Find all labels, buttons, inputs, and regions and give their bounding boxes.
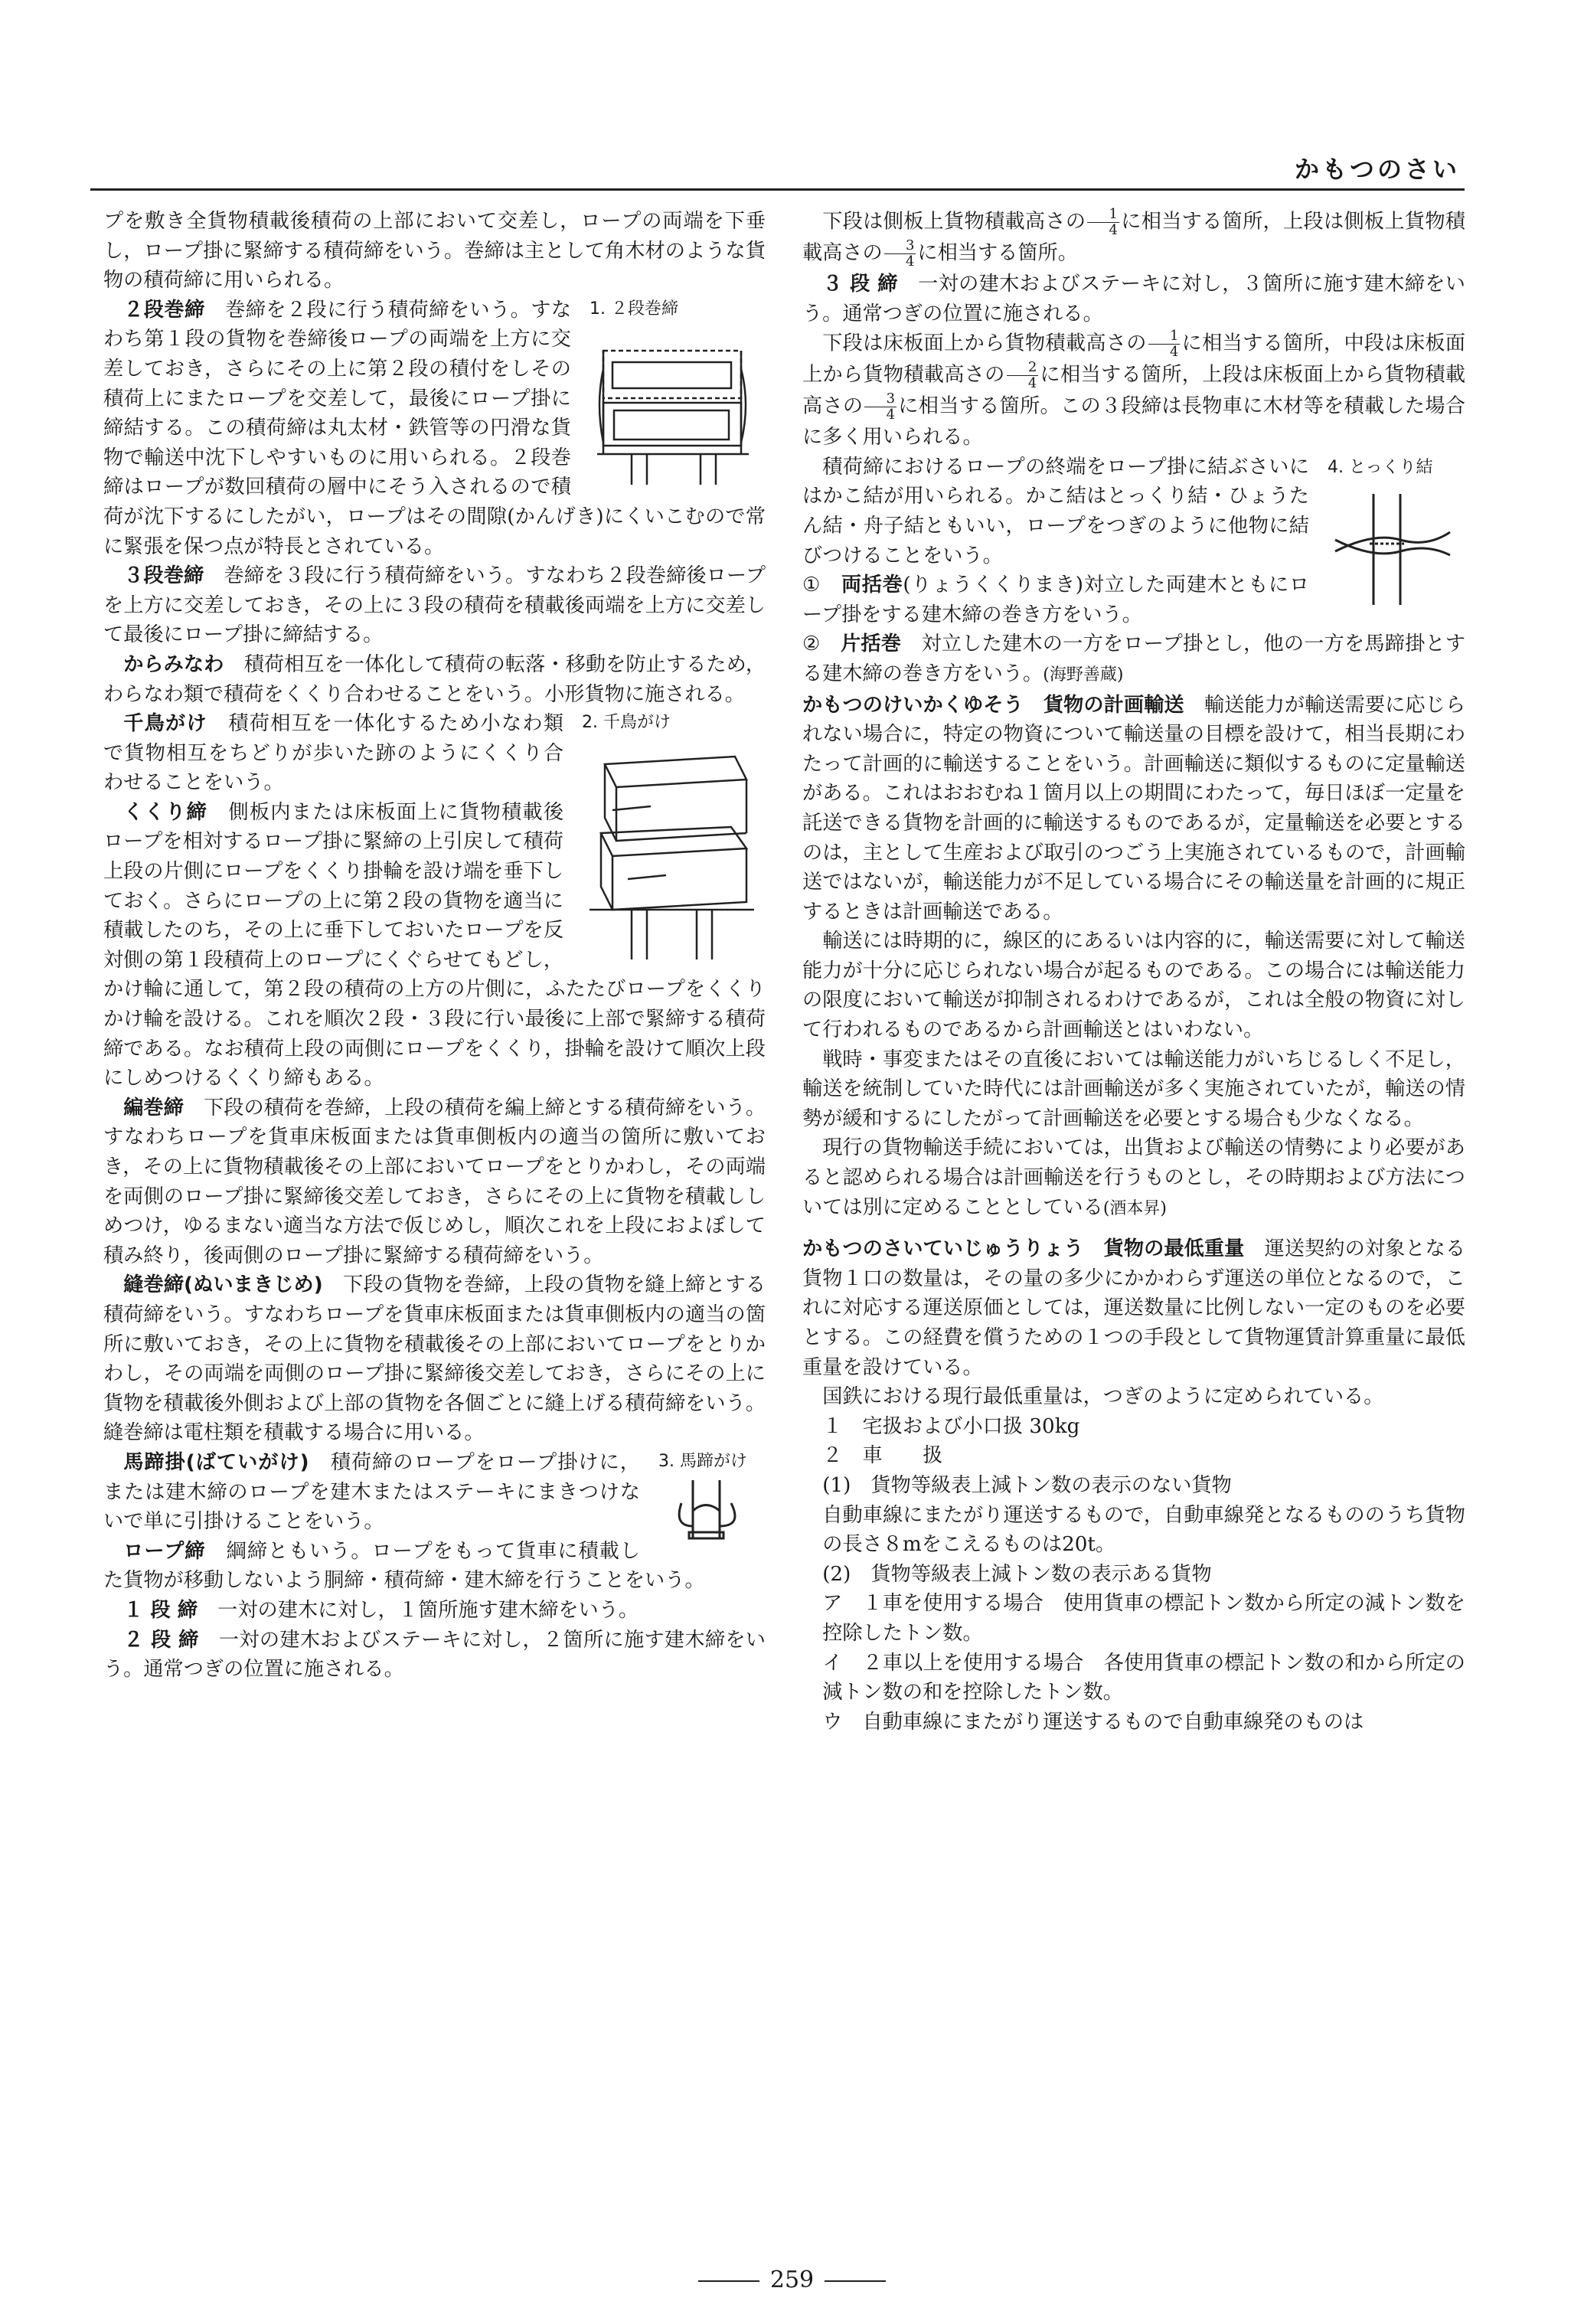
right-column <box>802 207 1465 1737</box>
entry-title: 貨物の最低重量 <box>1103 1237 1245 1261</box>
list-item: イ ２車以上を使用する場合 各使用貨車の標記トン数の和から所定の減トン数の和を控除したトン数。 <box>822 1651 1465 1705</box>
paragraph: ２ 段 締 一対の建木およびステーキに対し，２箇所に施す建木締をいう。通常つぎの位置に施される。 <box>103 1628 766 1682</box>
figure-chidori-gake <box>582 712 766 963</box>
entry-heading: かもつのさいていじゅうりょう <box>802 1237 1084 1261</box>
list-item: 自動車線にまたがり運送するもので，自動車線発となるもののうち貨物の長さ８mをこえるものは20t。 <box>822 1503 1465 1557</box>
fraction: $\frac{3}{4}$ <box>864 391 897 423</box>
paragraph: ① 両括巻(りょうくくりまき)対立した両建木ともにロープ掛をする建木締の巻き方をいう。 <box>802 574 1310 626</box>
term: ２ 段 締 <box>123 1628 199 1652</box>
paragraph: からみなわ 積荷相互を一体化して積荷の転落・移動を防止するため，わらなわ類で積荷をくくり合わせることをいう。小形貨物に施される。 <box>103 652 766 706</box>
figure-caption: 3. 馬蹄がけ <box>658 1451 747 1471</box>
term: ２段巻締 <box>123 298 205 322</box>
term: 編巻締 <box>123 1096 184 1120</box>
paragraph: １ 段 締 一対の建木に対し，１箇所施す建木締をいう。 <box>123 1598 639 1622</box>
paragraph: ロープ締 綱締ともいう。ロープをもって貨車に積載した貨物が移動しないよう胴締・積荷締・建木締を行うことをいう。 <box>103 1539 705 1593</box>
paragraph: 馬蹄掛(ばていがけ) 積荷締のロープをロープ掛けに，または建木締のロープを建木またはステーキにまきつけないで単に引掛けることをいう。 <box>103 1450 640 1534</box>
term: からみなわ <box>123 652 224 676</box>
paragraph: 戦時・事変またはその直後においては輸送能力がいちじるしく不足し，輸送を統制していた時代には計画輸送が多く実施されていたが，輸送の情勢が緩和するにしたがって計画輸送を必要とする場合も少なくなる。 <box>802 1048 1465 1130</box>
list-item: (1) 貨物等級表上減トン数の表示のない貨物 <box>822 1473 1232 1497</box>
figure-two-stage-wrap <box>590 299 766 489</box>
figure-caption: 4. とっくり結 <box>1328 457 1433 477</box>
paragraph: ３ 段 締 一対の建木およびステーキに対し，３箇所に施す建木締をいう。通常つぎの位置に施される。 <box>802 273 1465 325</box>
paragraph: くくり締 側板内または床板面上に貨物積載後ロープを相対するロープ掛に緊締の上引戻して積荷上段の片側にロープをくくり掛輪を設け端を垂下しておく。さらにロープの上に第２段の貨物を適当に積載したのち，その上に垂下しておいたロープを反対側の第１段積荷上のロープにくぐらせてもどし，かけ輪に通して，第２段の積荷の上方の片側に，ふたたびロープをくくりかけ輪を設ける。これを順次２段・３段に行い最後に上部で緊締する積荷締である。なお積荷上段の両側にロープをくくり，掛輪を設けて順次上段にしめつけるくくり締もある。 <box>103 800 766 1090</box>
term: ３段巻締 <box>123 564 204 588</box>
paragraph: 編巻締 下段の積荷を巻締，上段の積荷を編上締とする積荷締をいう。すなわちロープを貨車床板面または貨車側板内の適当の箇所に敷いておき，その上に貨物積載後その上部においてロープをとりかわし，その両端を両側のロープ掛に緊締後交差しておき，さらにその上に貨物を積載ししめつけ，ゆるまない適当な方法で仮じめし，順次これを上段におよぼして積み終り，後両側のロープ掛に緊締する積荷締をいう。 <box>103 1096 766 1267</box>
paragraph: 積荷締におけるロープの終端をロープ掛に結ぶさいにはかこ結が用いられる。かこ結はとっくり結・ひょうたん結・舟子結ともいい，ロープをつぎのように他物に結びつけることをいう。 <box>802 455 1309 567</box>
paragraph: 現行の貨物輸送手続においては，出貨および輸送の情勢により必要があると認められる場合は計画輸送を行うものとし，その時期および方法については別に定めることとしている(酒本昇) <box>802 1136 1465 1219</box>
batei-gake-diagram <box>658 1473 762 1545</box>
term: 千鳥がけ <box>123 712 207 736</box>
paragraph: ２段巻締 巻締を２段に行う積荷締をいう。すなわち第１段の貨物を巻締後ロープの両端を上方に交差しておき，さらにその上に第２段の積付をしその積荷上にまたロープを交差して，最後にロープ掛に締結する。この積荷締は丸太材・鉄管等の円滑な貨物で輸送中沈下しやすいものに用いられる。２段巻締はロープが数回積荷の層中にそう入されるので積荷が沈下するにしたがい，ロープはその間隙(かんげき)にくいこむので常に緊張を保つ点が特長とされている。 <box>103 298 766 558</box>
author: (酒本昇) <box>1102 1198 1167 1218</box>
entry-title: 貨物の計画輸送 <box>1043 693 1184 717</box>
page-number: 259 <box>0 2267 1584 2293</box>
two-stage-wrap-diagram <box>590 320 758 489</box>
paragraph: 縫巻締(ぬいまきじめ) 下段の貨物を巻締，上段の貨物を縫上締とする積荷締をいう。すなわちロープを貨車床板面または貨車側板内の適当の箇所に敷いておき，その上に貨物を積載後その上部においてロープをとりかわし，その両端を両側のロープ掛に緊締後交差しておき，さらにその上に貨物を積載後外側および上部の貨物を各個ごとに縫上げる積荷締をいう。縫巻締は電柱類を積載する場合に用いる。 <box>103 1273 766 1445</box>
term: 馬蹄掛(ばていがけ) <box>123 1450 309 1474</box>
paragraph: 下段は側板上貨物積載高さの $\frac{1}{4}$ に相当する箇所，上段は側板上貨物積載高さの $\frac{3}{4}$ に相当する箇所。 <box>802 206 1465 270</box>
author: (海野善蔵) <box>1043 665 1124 685</box>
page-header-title: かもつのさい <box>1294 155 1460 184</box>
figure-caption: 2. 千鳥がけ <box>582 713 671 733</box>
list-item: ２ 車 扱 <box>822 1444 943 1468</box>
fraction: $\frac{3}{4}$ <box>884 238 916 270</box>
term: ロープ締 <box>123 1539 206 1563</box>
figure-batei-gake <box>658 1451 766 1545</box>
fraction: $\frac{1}{4}$ <box>1087 207 1119 238</box>
list-item: ア １車を使用する場合 使用貨車の標記トン数から所定の減トン数を控除したトン数。 <box>822 1592 1465 1645</box>
term: １ 段 締 <box>123 1598 198 1622</box>
paragraph: プを敷き全貨物積載後積荷の上部において交差し，ロープの両端を下垂し，ロープ掛に緊締する積荷締をいう。巻締は主として角木材のような貨物の積荷締に用いられる。 <box>103 210 766 293</box>
list-item: ウ 自動車線にまたがり運送するもので自動車線発のものは <box>822 1710 1364 1734</box>
paragraph: ３段巻締 巻締を３段に行う積荷締をいう。すなわち２段巻締後ロープを上方に交差しておき，その上に３段の積荷を積載後両端を上方に交差して最後にロープ掛に締結する。 <box>103 564 766 647</box>
figure-caption: 1. ２段巻締 <box>590 299 678 319</box>
entry-keikaku-yuso: かもつのけいかくゆそう 貨物の計画輸送 輸送能力が輸送需要に応じられない場合に，特定の物資について輸送量の目標を設けて，相当長期にわたって計画的に輸送することをいう。計画輸送に類似するものに定量輸送がある。これはおおむね１箇月以上の期間にわたって，毎日ほぼ一定量を託送できる貨物を計画的に輸送するものであるが，定量輸送を必要とするのは，主として生産および取引のつごう上実施されているもので，計画輸送ではないが，輸送能力が不足している場合にその輸送量を計画的に規正するときは計画輸送である。 <box>802 693 1466 923</box>
paragraph: 千鳥がけ 積荷相互を一体化するため小なわ類で貨物相互をちどりが歩いた跡のようにくくり合わせることをいう。 <box>103 712 564 795</box>
term: くくり締 <box>123 800 207 824</box>
header-rule <box>90 188 1465 191</box>
list-item: １ 宅扱および小口扱 30kg <box>822 1414 1080 1438</box>
paragraph: ② 片括巻 対立した建木の一方をロープ掛とし，他の一方を馬蹄掛とする建木締の巻き方をいう。(海野善蔵) <box>802 632 1466 685</box>
paragraph: 輸送には時期的に，線区的にあるいは内容的に，輸送需要に対して輸送能力が十分に応じられない場合が起るものである。この場合には輸送能力の限度において輸送が抑制されるわけであるが，これは全般の物資に対して行われるものであるから計画輸送とはいわない。 <box>802 930 1465 1042</box>
paragraph: 国鉄における現行最低重量は，つぎのように定められている。 <box>822 1385 1384 1409</box>
list-item: (2) 貨物等級表上減トン数の表示ある貨物 <box>822 1562 1212 1586</box>
figure-tokkuri-musubi <box>1328 457 1465 609</box>
fraction: $\frac{1}{4}$ <box>1148 328 1181 360</box>
chidori-gake-diagram <box>582 734 762 963</box>
paragraph: 下段は床板面上から貨物積載高さの $\frac{1}{4}$ に相当する箇所，中段は床板面上から貨物積載高さの $\frac{2}{4}$ に相当する箇所，上段は床板面上から貨物積載高さの $\frac{3}{4}$ に相当する箇所。この３段締は長物車に木材等を積載した場合に多く用いられる。 <box>802 328 1466 449</box>
left-column <box>103 207 766 1685</box>
entry-saitei-juryo: かもつのさいていじゅうりょう 貨物の最低重量 運送契約の対象となる貨物１口の数量は，その量の多少にかかわらず運送の単位となるので，これに対応する運送原価としては，運送数量に比例しない一定のものを必要とする。この経費を償うための１つの手段として貨物運賃計算重量に最低重量を設けている。 <box>802 1237 1466 1379</box>
term: 縫巻締(ぬいまきじめ) <box>123 1273 323 1297</box>
tokkuri-musubi-diagram <box>1328 479 1458 609</box>
term: ３ 段 締 <box>822 273 898 296</box>
fraction: $\frac{2}{4}$ <box>1007 360 1039 391</box>
entry-heading: かもつのけいかくゆそう <box>802 693 1024 717</box>
